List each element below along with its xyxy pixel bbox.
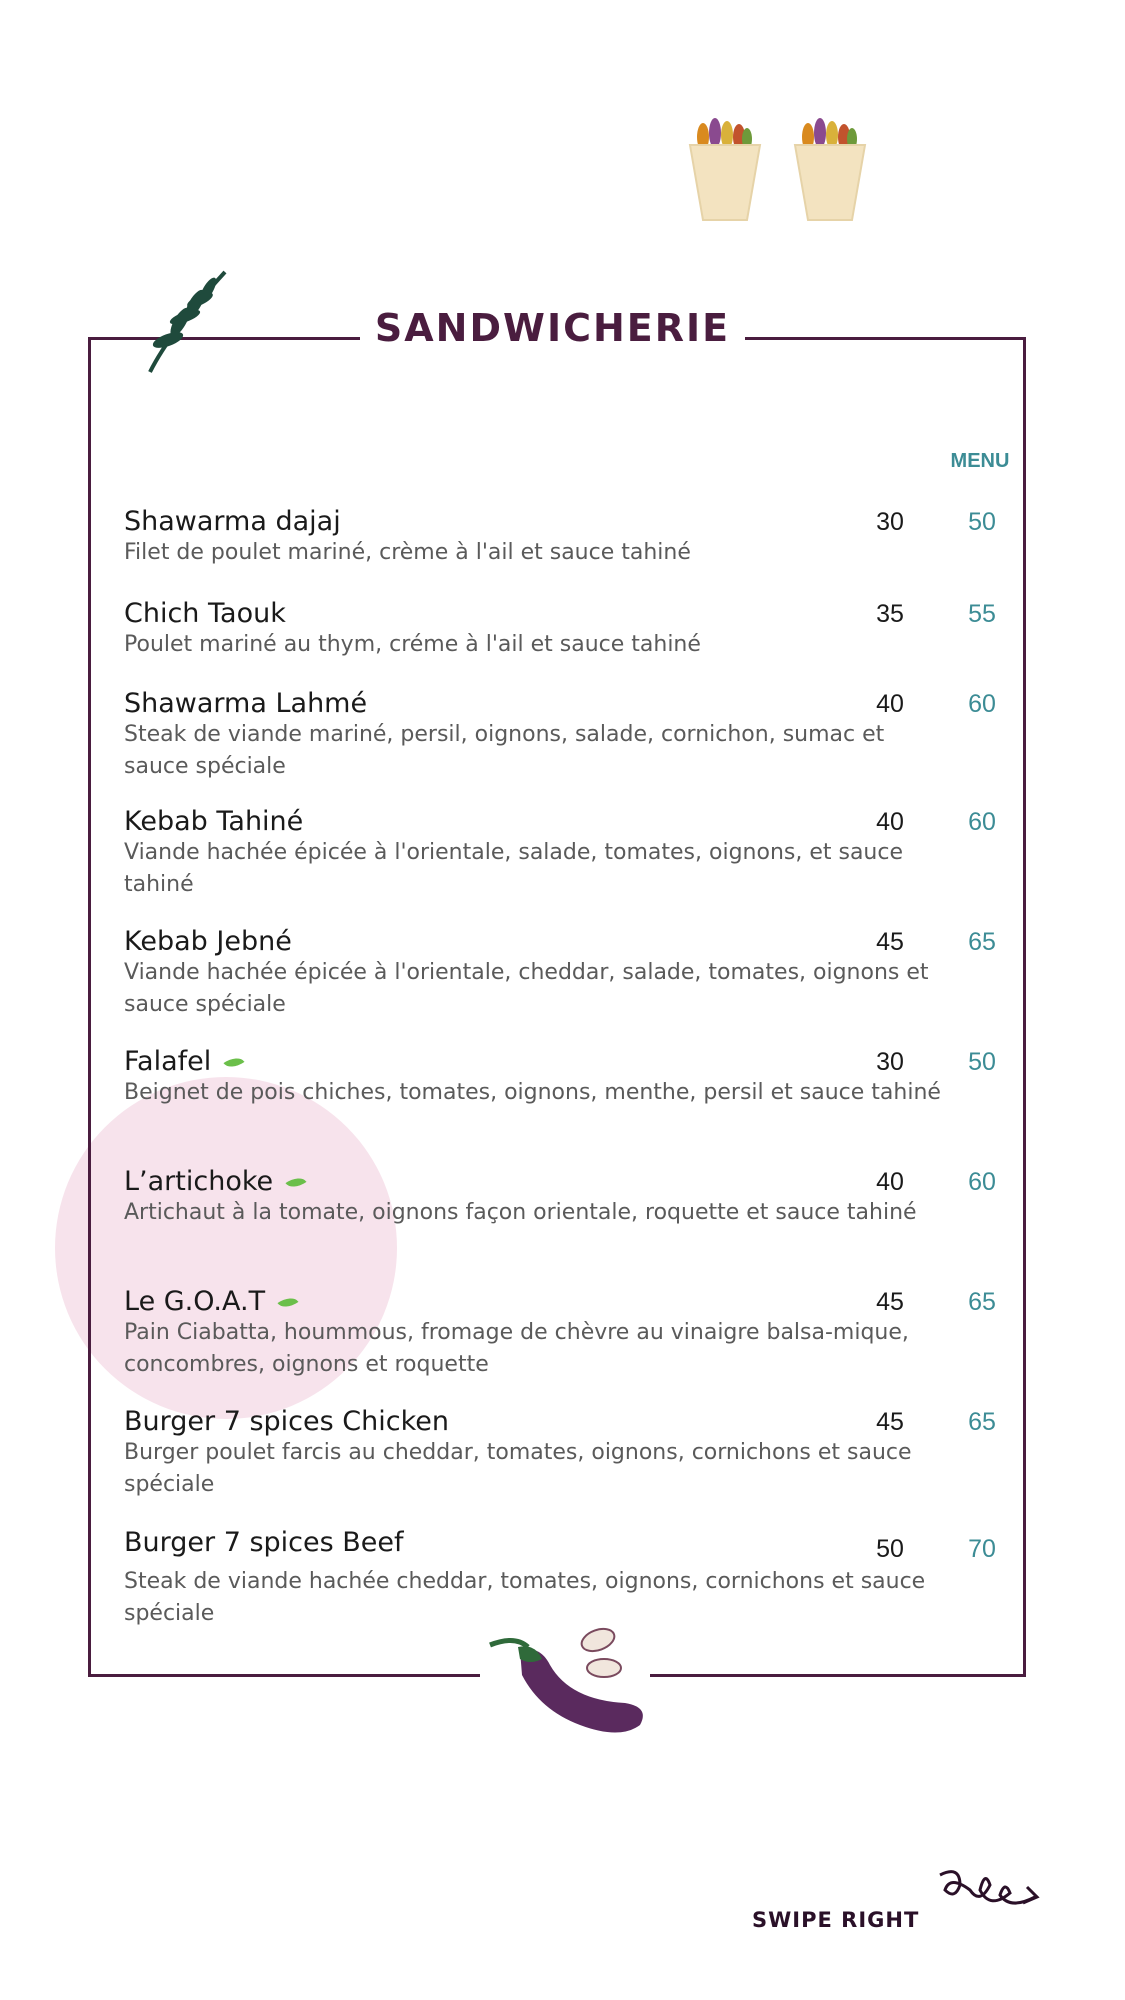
item-price: 50: [876, 1535, 904, 1563]
item-menu-price: 65: [968, 928, 996, 956]
item-name: Shawarma Lahmé: [124, 688, 368, 719]
item-menu-price: 65: [968, 1408, 996, 1436]
menu-column-header: MENU: [950, 450, 1010, 472]
item-description: Artichaut à la tomate, oignons façon orientale, roquette et sauce tahiné: [124, 1200, 917, 1225]
item-menu-price: 65: [968, 1288, 996, 1316]
item-price: 35: [876, 600, 904, 628]
item-description: Steak de viande hachée cheddar, tomates, oignons, cornichons et sauce spéciale: [124, 1569, 926, 1626]
menu-item: [124, 1405, 1004, 1501]
item-name: Burger 7 spices Beef: [124, 1527, 404, 1558]
item-name: L’artichoke: [124, 1165, 1004, 1199]
item-description: Burger poulet farcis au cheddar, tomates, oignons, cornichons et sauce spéciale: [124, 1440, 912, 1497]
item-description: Pain Ciabatta, hoummous, fromage de chèvre au vinaigre balsa-mique, concombres, oignons et roquette: [124, 1320, 909, 1377]
item-description: Filet de poulet mariné, crème à l'ail et sauce tahiné: [124, 540, 691, 565]
item-description: Beignet de pois chiches, tomates, oignons, menthe, persil et sauce tahiné: [124, 1080, 941, 1105]
menu-item: [124, 1285, 1004, 1381]
item-price: 45: [876, 928, 904, 956]
item-menu-price: 60: [968, 808, 996, 836]
item-description: Viande hachée épicée à l'orientale, cheddar, salade, tomates, oignons et sauce spéciale: [124, 960, 929, 1017]
item-name: Chich Taouk: [124, 598, 286, 629]
item-price: 40: [876, 1168, 904, 1196]
item-description: Viande hachée épicée à l'orientale, salade, tomates, oignons, et sauce tahiné: [124, 840, 904, 897]
item-price: 45: [876, 1408, 904, 1436]
item-menu-price: 50: [968, 508, 996, 536]
leaf-icon: [278, 1292, 299, 1311]
item-name: Kebab Tahiné: [124, 806, 304, 837]
item-menu-price: 70: [968, 1535, 996, 1563]
leaf-icon: [286, 1172, 307, 1191]
menu-item: [124, 1045, 1004, 1109]
item-name: Shawarma dajaj: [124, 506, 341, 537]
item-menu-price: 60: [968, 690, 996, 718]
menu-item: [124, 805, 1004, 901]
item-menu-price: 50: [968, 1048, 996, 1076]
item-name: Burger 7 spices Chicken: [124, 1406, 449, 1437]
menu-item: [124, 1526, 1004, 1630]
item-price: 45: [876, 1288, 904, 1316]
menu-item: [124, 505, 1004, 569]
item-price: 30: [876, 1048, 904, 1076]
item-menu-price: 60: [968, 1168, 996, 1196]
leaf-icon: [224, 1052, 245, 1071]
item-name: Le G.O.A.T: [124, 1285, 1004, 1319]
swipe-hint: SWIPE RIGHT: [752, 1908, 920, 1932]
eggplant-icon: [480, 1625, 650, 1735]
item-name: Kebab Jebné: [124, 926, 292, 957]
menu-item: [124, 1165, 1004, 1229]
item-price: 40: [876, 808, 904, 836]
menu-item: [124, 687, 1004, 783]
item-description: Poulet mariné au thym, créme à l'ail et sauce tahiné: [124, 632, 701, 657]
item-price: 40: [876, 690, 904, 718]
section-title: SANDWICHERIE: [374, 306, 731, 350]
item-description: Steak de viande mariné, persil, oignons, salade, cornichon, sumac et sauce spéciale: [124, 722, 885, 779]
item-name: Falafel: [124, 1045, 1004, 1079]
menu-item: [124, 925, 1004, 1021]
herb-sprig-icon: [140, 262, 235, 377]
item-menu-price: 55: [968, 600, 996, 628]
swipe-arrow-icon: [935, 1865, 1045, 1925]
wrap-sandwich-icon: [685, 115, 880, 225]
item-price: 30: [876, 508, 904, 536]
menu-item: [124, 597, 1004, 661]
